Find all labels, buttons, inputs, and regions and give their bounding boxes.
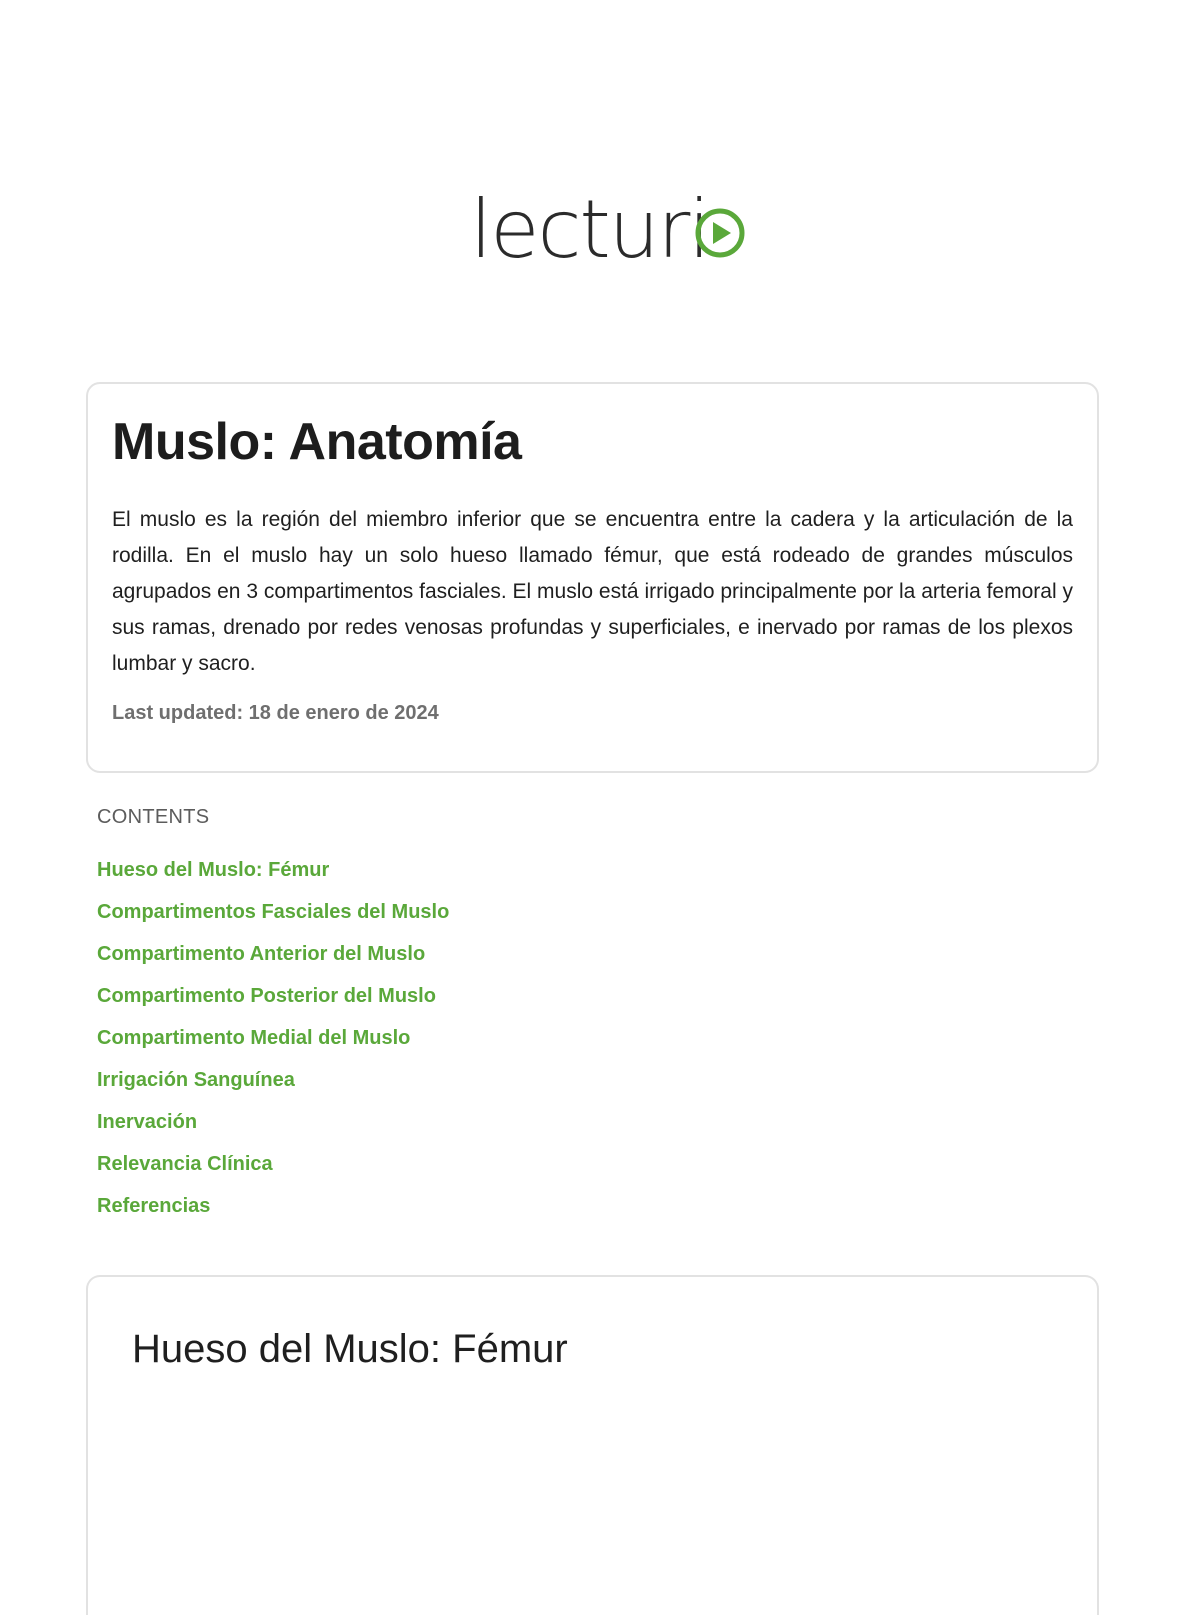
toc-link-compartimento-medial[interactable]: Compartimento Medial del Muslo (97, 1027, 411, 1049)
page-title: Muslo: Anatomía (112, 413, 522, 471)
section-title: Hueso del Muslo: Fémur (132, 1327, 568, 1371)
toc-item (97, 1101, 449, 1143)
contents-heading: CONTENTS (97, 806, 210, 828)
toc-item (97, 1143, 449, 1185)
toc-item (97, 1059, 449, 1101)
toc-item (97, 891, 449, 933)
summary-text: El muslo es la región del miembro inferior que se encuentra entre la cadera y la articulación de la rodilla. En el muslo hay un solo hueso llamado fémur, que está rodeado de grandes músculos agrupados en 3 compartimentos fasciales. El muslo está irrigado principalmente por la arteria femoral y sus ramas, drenado por redes venosas profundas y superficiales, e inervado por ramas de los plexos lumbar y sacro. (112, 508, 1073, 675)
toc-link-compartimento-posterior[interactable]: Compartimento Posterior del Muslo (97, 985, 436, 1007)
toc-item (97, 1017, 449, 1059)
table-of-contents (97, 806, 449, 1227)
toc-item (97, 975, 449, 1017)
section-card-femur (86, 1275, 1099, 1615)
toc-link-referencias[interactable]: Referencias (97, 1195, 211, 1217)
toc-link-hueso-femur[interactable]: Hueso del Muslo: Fémur (97, 859, 330, 881)
toc-link-relevancia-clinica[interactable]: Relevancia Clínica (97, 1153, 273, 1175)
toc-link-compartimento-anterior[interactable]: Compartimento Anterior del Muslo (97, 943, 426, 965)
summary-card (86, 382, 1099, 773)
toc-item (97, 1185, 449, 1227)
toc-link-inervacion[interactable]: Inervación (97, 1111, 198, 1133)
last-updated: Last updated: 18 de enero de 2024 (112, 702, 439, 724)
toc-item (97, 933, 449, 975)
toc-link-irrigacion[interactable]: Irrigación Sanguínea (97, 1069, 295, 1091)
toc-link-compartimentos-fasciales[interactable]: Compartimentos Fasciales del Muslo (97, 901, 450, 923)
toc-list (97, 849, 449, 1227)
logo-wordmark: lecturi (470, 195, 709, 275)
lecturio-logo[interactable] (470, 195, 760, 275)
play-icon (713, 222, 731, 244)
toc-item (97, 849, 449, 891)
